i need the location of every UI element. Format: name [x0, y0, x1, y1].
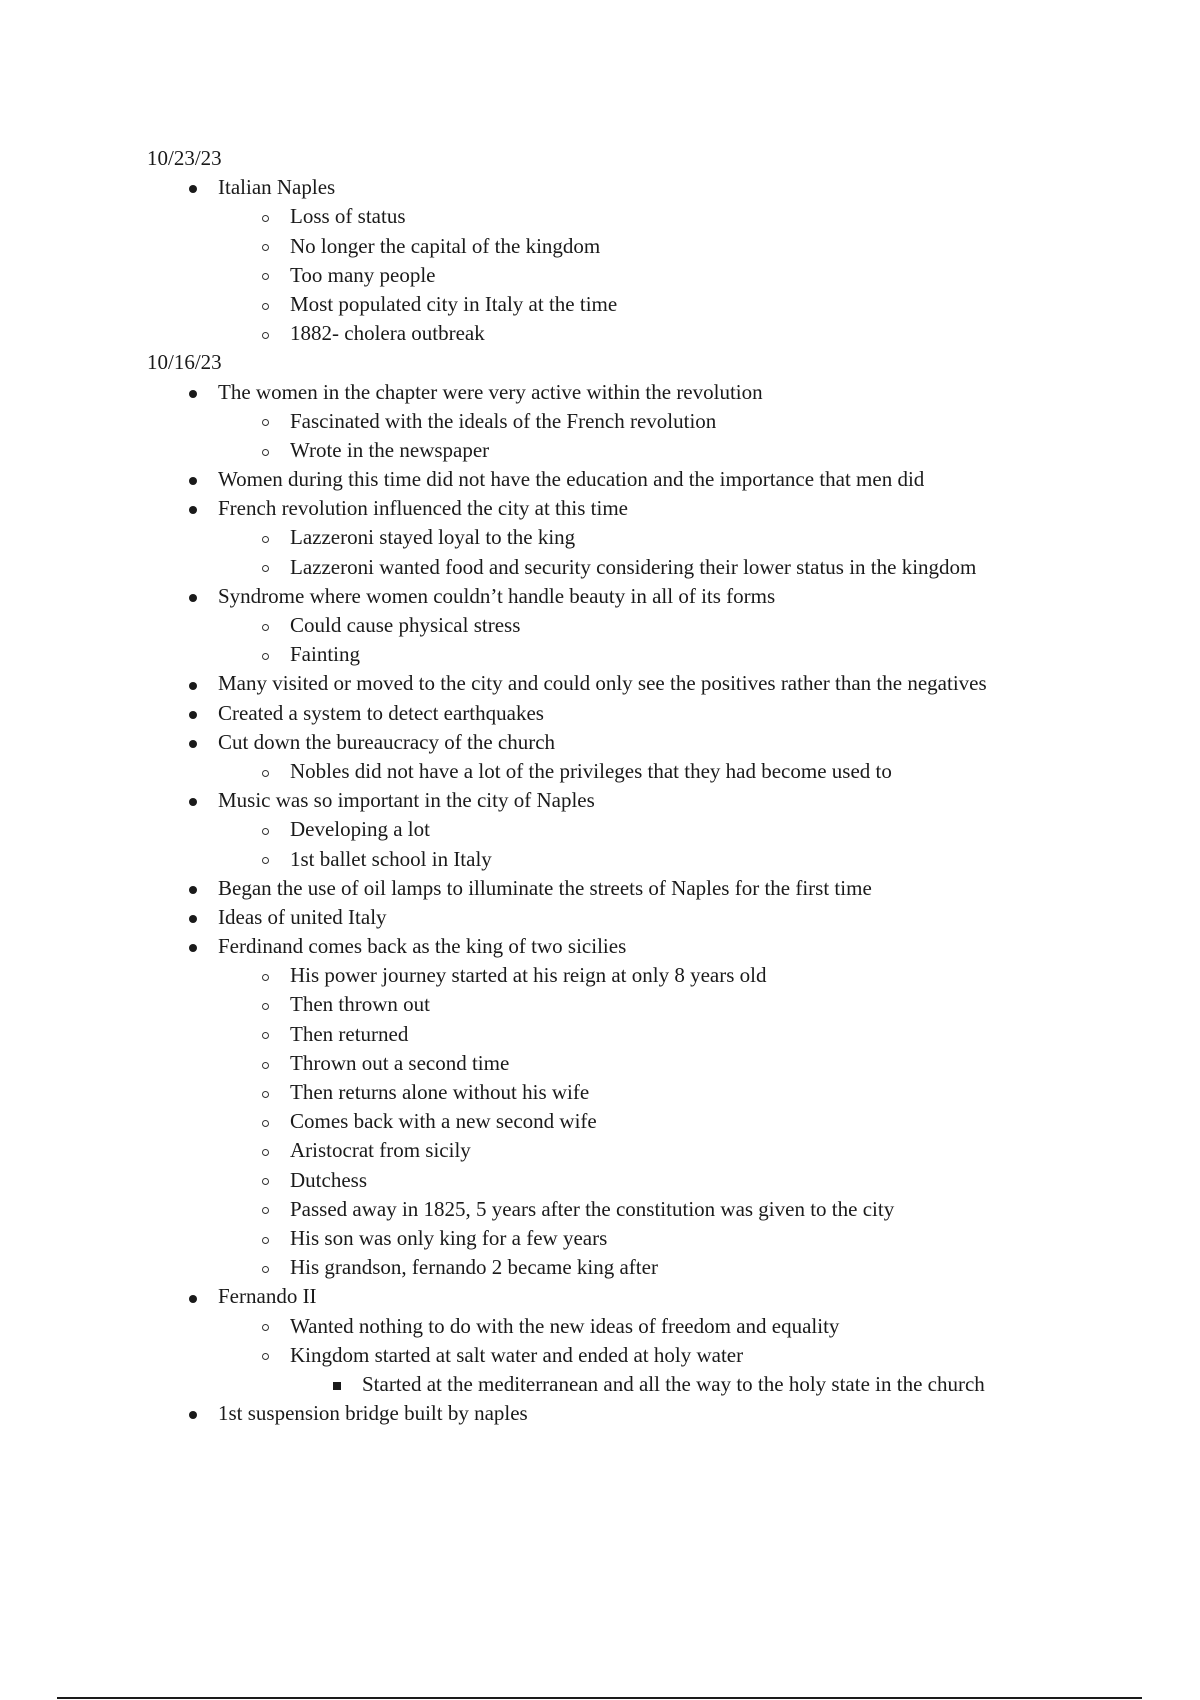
hollow-circle-bullet-icon [255, 961, 275, 990]
list-item-text: 1882- cholera outbreak [290, 321, 485, 346]
list-item-text: Started at the mediterranean and all the way to the holy state in the church [362, 1371, 985, 1396]
list-item-text: Ferdinand comes back as the king of two sicilies [218, 934, 627, 959]
hollow-circle-bullet-icon [255, 523, 275, 552]
list-item-text: Then thrown out [290, 992, 430, 1017]
list-item-text: Began the use of oil lamps to illuminate the streets of Naples for the first time [218, 875, 872, 900]
filled-circle-bullet-icon-mark [189, 798, 197, 806]
list-item-text: His power journey started at his reign at only 8 years old [290, 963, 767, 988]
filled-circle-bullet-icon-mark [189, 390, 197, 398]
hollow-circle-bullet-icon [255, 815, 275, 844]
sub-list-item [147, 1049, 1147, 1078]
list-item-text: Thrown out a second time [290, 1050, 510, 1075]
list-item-text: Fainting [290, 642, 361, 667]
hollow-circle-bullet-icon-mark [262, 273, 269, 280]
hollow-circle-bullet-icon-mark [262, 624, 269, 631]
list-item-text: Syndrome where women couldn’t handle beauty in all of its forms [218, 583, 776, 608]
sub-list-item [147, 990, 1147, 1019]
sub-list-item [147, 319, 1147, 348]
sub-list-item [147, 1166, 1147, 1195]
hollow-circle-bullet-icon-mark [262, 1149, 269, 1156]
hollow-circle-bullet-icon [255, 1195, 275, 1224]
hollow-circle-bullet-icon [255, 553, 275, 582]
sub-list-item [147, 232, 1147, 261]
sub-list-item [147, 815, 1147, 844]
hollow-circle-bullet-icon [255, 990, 275, 1019]
filled-circle-bullet-icon-mark [189, 886, 197, 894]
hollow-circle-bullet-icon [255, 757, 275, 786]
hollow-circle-bullet-icon-mark [262, 449, 269, 456]
list-item-text: Many visited or moved to the city and could only see the positives rather than the negatives [218, 671, 987, 696]
filled-circle-bullet-icon [183, 669, 203, 698]
list-item-text: Most populated city in Italy at the time [290, 291, 618, 316]
hollow-circle-bullet-icon-mark [262, 1207, 269, 1214]
hollow-circle-bullet-icon-mark [262, 565, 269, 572]
sub-list-item [147, 202, 1147, 231]
sub-list-item [147, 961, 1147, 990]
hollow-circle-bullet-icon-mark [262, 244, 269, 251]
sub-list-item [147, 553, 1147, 582]
hollow-circle-bullet-icon [255, 1078, 275, 1107]
hollow-circle-bullet-icon-mark [262, 303, 269, 310]
hollow-circle-bullet-icon [255, 290, 275, 319]
sub-list-item [147, 436, 1147, 465]
date-heading: 10/16/23 [147, 350, 222, 375]
list-item [147, 465, 1147, 494]
list-item-text: Then returned [290, 1021, 409, 1046]
sub-list-item [147, 290, 1147, 319]
hollow-circle-bullet-icon-mark [262, 215, 269, 222]
list-item-text: Developing a lot [290, 817, 430, 842]
list-item-text: Lazzeroni stayed loyal to the king [290, 525, 576, 550]
list-item-text: Fascinated with the ideals of the French revolution [290, 408, 717, 433]
hollow-circle-bullet-icon [255, 202, 275, 231]
filled-circle-bullet-icon [183, 786, 203, 815]
hollow-circle-bullet-icon-mark [262, 857, 269, 864]
list-item [147, 874, 1147, 903]
list-item-text: Then returns alone without his wife [290, 1080, 590, 1104]
sub-list-item [147, 407, 1147, 436]
sub-sub-list-item [147, 1370, 1147, 1399]
sub-list-item [147, 757, 1147, 786]
list-item [147, 582, 1147, 611]
filled-circle-bullet-icon [183, 173, 203, 202]
filled-circle-bullet-icon [183, 494, 203, 523]
hollow-circle-bullet-icon [255, 407, 275, 436]
list-item-text: French revolution influenced the city at this time [218, 496, 628, 521]
hollow-circle-bullet-icon [255, 611, 275, 640]
sub-list-item [147, 523, 1147, 552]
list-item-text: 1st suspension bridge built by naples [218, 1401, 528, 1426]
filled-circle-bullet-icon [183, 582, 203, 611]
hollow-circle-bullet-icon [255, 1107, 275, 1136]
hollow-circle-bullet-icon-mark [262, 536, 269, 543]
list-item-text: The women in the chapter were very active within the revolution [218, 379, 763, 404]
filled-circle-bullet-icon-mark [189, 915, 197, 923]
sub-list-item [147, 1020, 1147, 1049]
hollow-circle-bullet-icon-mark [262, 1178, 269, 1185]
hollow-circle-bullet-icon-mark [262, 974, 269, 981]
filled-square-bullet-icon [327, 1370, 347, 1399]
hollow-circle-bullet-icon [255, 436, 275, 465]
hollow-circle-bullet-icon [255, 1312, 275, 1341]
sub-list-item [147, 1341, 1147, 1370]
list-item-text: Music was so important in the city of Naples [218, 788, 595, 813]
hollow-circle-bullet-icon [255, 319, 275, 348]
filled-circle-bullet-icon-mark [189, 682, 197, 690]
filled-circle-bullet-icon [183, 465, 203, 494]
sub-list-item [147, 611, 1147, 640]
filled-circle-bullet-icon-mark [189, 944, 197, 952]
hollow-circle-bullet-icon-mark [262, 1091, 269, 1098]
list-item-text: Too many people [290, 262, 436, 287]
sub-list-item [147, 261, 1147, 290]
sub-list-item [147, 1224, 1147, 1253]
list-item [147, 669, 1147, 698]
hollow-circle-bullet-icon-mark [262, 1120, 269, 1127]
sub-list-item [147, 1107, 1147, 1136]
filled-square-bullet-icon-mark [333, 1382, 341, 1390]
hollow-circle-bullet-icon [255, 232, 275, 261]
filled-circle-bullet-icon [183, 1399, 203, 1428]
filled-circle-bullet-icon-mark [189, 185, 197, 193]
page-bottom-rule [57, 1697, 1142, 1699]
sub-list-item [147, 1195, 1147, 1224]
hollow-circle-bullet-icon-mark [262, 332, 269, 339]
filled-circle-bullet-icon-mark [189, 506, 197, 514]
sub-list-item [147, 1136, 1147, 1165]
filled-circle-bullet-icon-mark [189, 711, 197, 719]
list-item [147, 494, 1147, 523]
hollow-circle-bullet-icon [255, 1224, 275, 1253]
sub-list-item [147, 640, 1147, 669]
hollow-circle-bullet-icon-mark [262, 1353, 269, 1360]
list-item [147, 903, 1147, 932]
list-item-text: Passed away in 1825, 5 years after the constitution was given to the city [290, 1196, 895, 1221]
filled-circle-bullet-icon [183, 728, 203, 757]
hollow-circle-bullet-icon [255, 845, 275, 874]
list-item-text: His grandson, fernando 2 became king after [290, 1255, 658, 1280]
sub-list-item [147, 1312, 1147, 1341]
hollow-circle-bullet-icon [255, 261, 275, 290]
list-item-text: Wanted nothing to do with the new ideas of freedom and equality [290, 1313, 840, 1338]
notes-content [147, 144, 1147, 1428]
filled-circle-bullet-icon [183, 903, 203, 932]
hollow-circle-bullet-icon-mark [262, 828, 269, 835]
hollow-circle-bullet-icon-mark [262, 1003, 269, 1010]
list-item-text: Loss of status [290, 204, 406, 229]
filled-circle-bullet-icon [183, 874, 203, 903]
hollow-circle-bullet-icon [255, 1341, 275, 1370]
list-item [147, 1399, 1147, 1428]
list-item-text: No longer the capital of the kingdom [290, 233, 601, 258]
list-item [147, 699, 1147, 728]
sub-list-item [147, 1253, 1147, 1282]
list-item [147, 728, 1147, 757]
list-item-text: Cut down the bureaucracy of the church [218, 729, 556, 754]
list-item-text: Wrote in the newspaper [290, 437, 490, 462]
hollow-circle-bullet-icon [255, 1253, 275, 1282]
list-item-text: Fernando II [218, 1284, 317, 1309]
hollow-circle-bullet-icon-mark [262, 770, 269, 777]
list-item-text: Women during this time did not have the education and the importance that men did [218, 467, 925, 492]
hollow-circle-bullet-icon-mark [262, 653, 269, 660]
sub-list-item [147, 845, 1147, 874]
hollow-circle-bullet-icon [255, 1136, 275, 1165]
filled-circle-bullet-icon [183, 699, 203, 728]
hollow-circle-bullet-icon-mark [262, 1032, 269, 1039]
filled-circle-bullet-icon-mark [189, 594, 197, 602]
hollow-circle-bullet-icon-mark [262, 1237, 269, 1244]
list-item-text: Kingdom started at salt water and ended at holy water [290, 1342, 744, 1367]
filled-circle-bullet-icon [183, 932, 203, 961]
hollow-circle-bullet-icon [255, 640, 275, 669]
list-item-text: Created a system to detect earthquakes [218, 700, 544, 725]
list-item-text: Dutchess [290, 1167, 367, 1192]
list-item-text: His son was only king for a few years [290, 1225, 608, 1250]
hollow-circle-bullet-icon-mark [262, 1324, 269, 1331]
hollow-circle-bullet-icon-mark [262, 419, 269, 426]
hollow-circle-bullet-icon [255, 1049, 275, 1078]
hollow-circle-bullet-icon [255, 1166, 275, 1195]
filled-circle-bullet-icon-mark [189, 740, 197, 748]
list-item-text: Ideas of united Italy [218, 904, 387, 929]
filled-circle-bullet-icon-mark [189, 1411, 197, 1419]
list-item-text: Could cause physical stress [290, 613, 521, 637]
hollow-circle-bullet-icon [255, 1020, 275, 1049]
list-item-text: Aristocrat from sicily [290, 1138, 471, 1163]
list-item-text: 1st ballet school in Italy [290, 846, 492, 871]
filled-circle-bullet-icon [183, 378, 203, 407]
list-item-text: Nobles did not have a lot of the privileges that they had become used to [290, 758, 892, 783]
filled-circle-bullet-icon [183, 1282, 203, 1311]
list-item-text: Lazzeroni wanted food and security considering their lower status in the kingdom [290, 554, 977, 579]
list-item [147, 378, 1147, 407]
filled-circle-bullet-icon-mark [189, 1295, 197, 1303]
list-item-text: Italian Naples [218, 175, 336, 200]
hollow-circle-bullet-icon-mark [262, 1062, 269, 1069]
list-item [147, 932, 1147, 961]
date-heading: 10/23/23 [147, 146, 222, 170]
sub-list-item [147, 1078, 1147, 1107]
list-item-text: Comes back with a new second wife [290, 1109, 597, 1134]
list-item [147, 786, 1147, 815]
hollow-circle-bullet-icon-mark [262, 1266, 269, 1273]
list-item [147, 173, 1147, 202]
filled-circle-bullet-icon-mark [189, 477, 197, 485]
list-item [147, 1282, 1147, 1311]
